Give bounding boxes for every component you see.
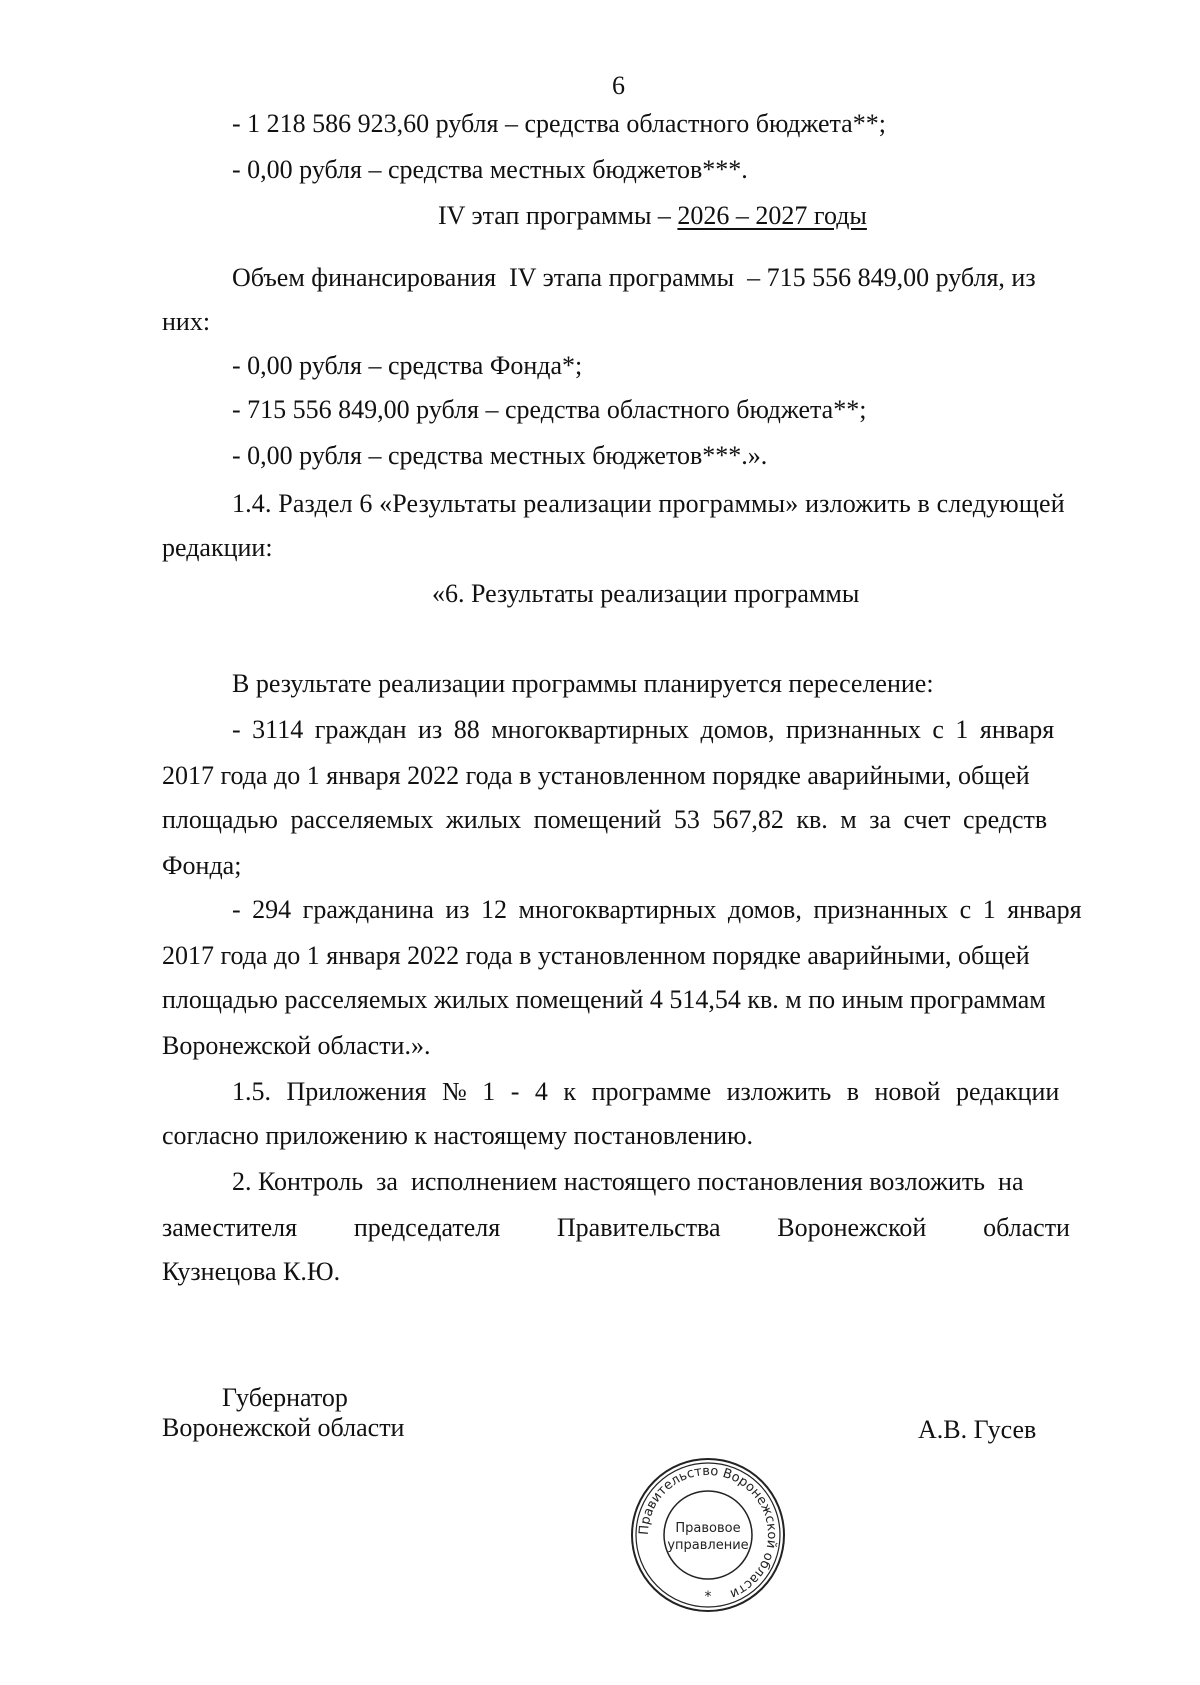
section-title: «6. Результаты реализации программы bbox=[432, 579, 860, 608]
stamp-star: * bbox=[704, 1589, 712, 1605]
result-1-line-2: 2017 года до 1 января 2022 года в установленном порядке аварийными, общей bbox=[162, 761, 1030, 790]
item-1-5-cont: согласно приложению к настоящему постановлению. bbox=[162, 1121, 753, 1150]
stage-heading-years: 2026 – 2027 годы bbox=[677, 201, 867, 230]
item-2-word: области bbox=[983, 1213, 1070, 1242]
item-1-5: 1.5. Приложения № 1 - 4 к программе изложить в новой редакции bbox=[232, 1077, 1060, 1106]
result-2-line-4: Воронежской области.». bbox=[162, 1031, 431, 1060]
budget-line-local: - 0,00 рубля – средства местных бюджетов***. bbox=[232, 155, 748, 184]
volume-line-cont: них: bbox=[162, 307, 211, 336]
item-2-cont: Кузнецова К.Ю. bbox=[162, 1257, 341, 1286]
result-1-line-1: - 3114 граждан из 88 многоквартирных домов, признанных с 1 января bbox=[232, 715, 1055, 744]
volume-text: Объем финансирования IV этапа программы – 715 556 849,00 рубля, из bbox=[232, 263, 1036, 292]
item-2-words bbox=[162, 1212, 1070, 1244]
result-2-line-1: - 294 гражданина из 12 многоквартирных домов, признанных с 1 января bbox=[232, 895, 1082, 924]
results-intro: В результате реализации программы планируется переселение: bbox=[232, 669, 934, 698]
signatory-name: А.В. Гусев bbox=[918, 1415, 1037, 1444]
stamp-inner-line-1: Правовое bbox=[675, 1521, 741, 1536]
volume-line bbox=[232, 262, 1072, 294]
signatory-position-1: Губернатор bbox=[222, 1383, 348, 1412]
stage-heading-prefix: IV этап программы – bbox=[438, 201, 678, 230]
result-2-line-3: площадью расселяемых жилых помещений 4 514,54 кв. м по иным программам bbox=[162, 985, 1046, 1014]
stage-heading bbox=[438, 200, 867, 232]
result-1-line-3: площадью расселяемых жилых помещений 53 567,82 кв. м за счет средств bbox=[162, 805, 1048, 834]
regional-line: - 715 556 849,00 рубля – средства областного бюджета**; bbox=[232, 395, 867, 424]
official-stamp bbox=[628, 1455, 788, 1615]
item-2-word: Воронежской bbox=[777, 1213, 927, 1242]
item-1-4: 1.4. Раздел 6 «Результаты реализации программы» изложить в следующей bbox=[232, 489, 1065, 518]
stamp-outer-text: Правительство Воронежской области bbox=[636, 1463, 780, 1602]
stamp-inner-line-2: управление bbox=[667, 1538, 749, 1553]
item-2: 2. Контроль за исполнением настоящего постановления возложить на bbox=[232, 1167, 1024, 1196]
fund-line: - 0,00 рубля – средства Фонда*; bbox=[232, 351, 583, 380]
signatory-position-2: Воронежской области bbox=[162, 1413, 405, 1442]
item-2-word: председателя bbox=[353, 1213, 501, 1242]
item-2-word: Правительства bbox=[556, 1213, 721, 1242]
item-2-word: заместителя bbox=[162, 1213, 298, 1242]
item-1-4-cont: редакции: bbox=[162, 533, 273, 562]
local-line: - 0,00 рубля – средства местных бюджетов***.». bbox=[232, 441, 768, 470]
result-2-line-2: 2017 года до 1 января 2022 года в установленном порядке аварийными, общей bbox=[162, 941, 1030, 970]
result-1-line-4: Фонда; bbox=[162, 851, 242, 880]
budget-line-regional: - 1 218 586 923,60 рубля – средства областного бюджета**; bbox=[232, 109, 886, 138]
page-number: 6 bbox=[612, 71, 625, 100]
